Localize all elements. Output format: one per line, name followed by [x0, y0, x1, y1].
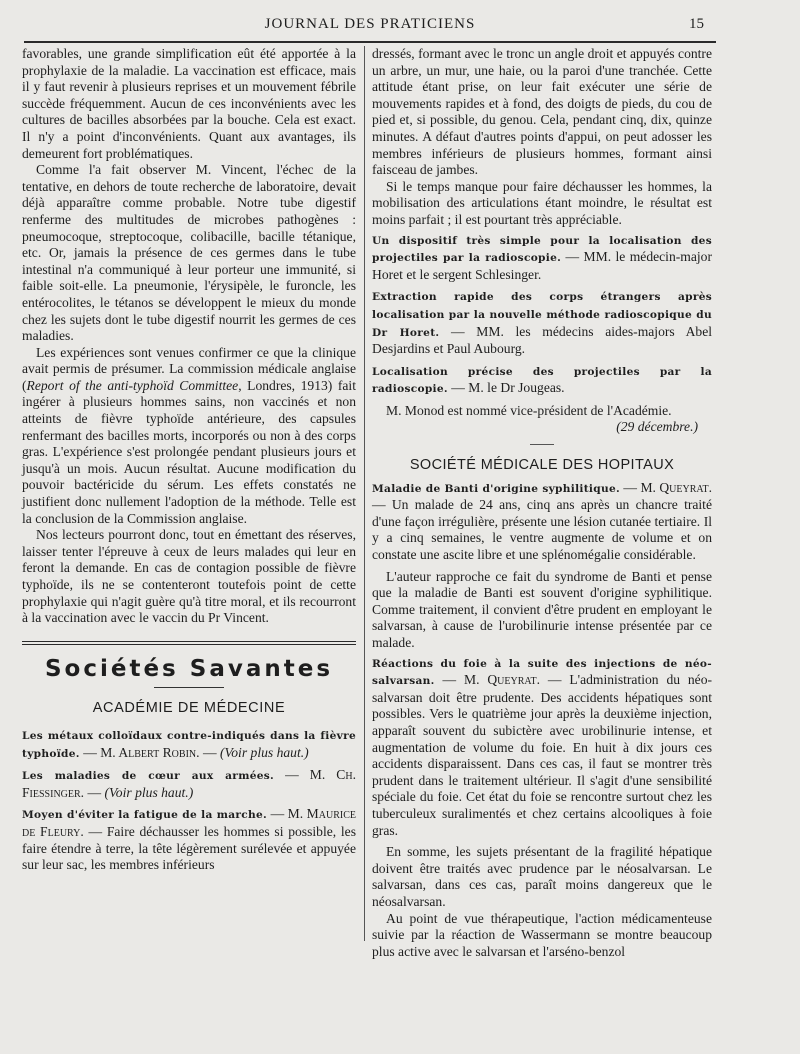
paragraph: favorables, une grande simplification eût été apportée à la prophylaxie de la maladie. La vaccination est efficace, mais il y faut revenir à plusieurs reprises et un mouvement fébrile succède fréquemment. Aucun de ces inconvénients avec les cultures de bacilles absorbées par la bouche. Cela est exact. Il n'y a point d'inconvénients. Quant aux avantages, ils demeurent fort problématiques. — [22, 46, 356, 161]
paragraph: En somme, les sujets présentant de la fragilité hépatique doivent être traités avec prudence par le néosalvarsan. Le salvarsan, dans ces cas, paraît moins dangereux que le néosalvarsan. — [372, 844, 712, 909]
paragraph: Comme l'a fait observer M. Vincent, l'échec de la tentative, en dehors de toute recherche de laboratoire, devait déjà apparaître comme probable. Notre tube digestif renferme des multitudes de microbes pathogènes : pneumocoque, streptocoque, colibacille, bacille tétanique, etc. Or, jamais la présence de ces germes dans le tube intestinal n'a communiqué à leur porteur une immunité, si faible soit-elle. La pneumonie, l'érysipèle, le furoncle, les entérocolites, le tétanos se développent le mieux du monde chez les sujets dont le tube digestif nourrit les germes de ces maladies. — [22, 162, 356, 344]
running-title: JOURNAL DES PRATICIENS — [264, 16, 476, 32]
society-notice — [372, 655, 712, 840]
dash: — — [372, 497, 386, 513]
academy-notice — [22, 767, 356, 801]
paragraph: Nos lecteurs pourront donc, tout en émettant des réserves, laisser tenter l'épreuve à ceux de leurs malades qui leur en feront la demande. En cas de contagion possible de fièvre typhoïde, ils ne se contenteront toutefois point de cette prophylaxie qui n'agit guère qu'à titre moral, et ils recourront à la vaccination avec le vaccin du Pr Vincent. — [22, 527, 356, 626]
report-reference: Report of the anti-typhoïd Committee — [26, 377, 239, 393]
academy-notice — [22, 806, 356, 873]
notice-author: M. Ch. Fiessinger. — [22, 767, 356, 800]
dash: — — [451, 380, 465, 396]
dash: — — [202, 744, 217, 760]
left-column — [22, 46, 356, 879]
notice-text: Faire déchausser les hommes si possible, les faire étendre à terre, la tête légèrement surélevée et appuyée sur leur sac, les membres inférieurs — [22, 823, 356, 873]
dash: — — [285, 767, 299, 783]
notice-title: Localisation précise des projectiles par la radioscopie. — [372, 365, 712, 396]
paragraph: L'auteur rapproche ce fait du syndrome de Banti et pense que la maladie de Banti est souvent d'origine syphilitique. Comme traitement, il convient d'être prudent en employant le salvarsan, à cause de l'urobilinurie intense présentée par ce malade. — [372, 568, 712, 650]
right-column — [372, 46, 712, 960]
academy-notice — [372, 232, 712, 284]
notice-text: MM. les médecins aides-majors Abel Desjardins et Paul Aubourg. — [372, 323, 713, 357]
paragraph — [22, 345, 356, 528]
dash: — — [442, 672, 457, 688]
section-separator — [22, 641, 356, 645]
page-header — [24, 12, 716, 42]
notice-author: M. Queyrat. — [640, 479, 712, 495]
dash: — — [451, 323, 465, 339]
notice-title: Moyen d'éviter la fatigue de la marche. — [22, 809, 268, 822]
academy-notice — [372, 363, 712, 398]
session-date: (29 décembre.) — [616, 419, 698, 435]
text: , Londres, 1913) fait ingérer à plusieurs hommes sains, non vaccinés et non atteints de fièvre typhoïde antérieure, des capsules renfermant des bacilles morts, incorporés ou non à des corps gras. L'expérience s'est prolongée pendant plusieurs jours et jusqu'à un mois. Aucun résultat. Aucune modification du pouvoir bactéricide du sérum. Les effets constatés ne justifient donc nullement l'adoption de la méthode. Telle est la conclusion de la Commission anglaise. — [22, 377, 356, 526]
page-number: 15 — [689, 16, 704, 32]
notice-text: M. le Dr Jougeas. — [468, 380, 565, 396]
notice-reference: (Voir plus haut.) — [104, 784, 194, 800]
academy-notice — [372, 288, 712, 357]
dash: — — [87, 784, 102, 800]
paragraph: M. Monod est nommé vice-président de l'Académie. — [386, 402, 672, 418]
notice-title: Les maladies de cœur aux armées. — [22, 770, 275, 783]
notice-author: M. Queyrat. — [464, 672, 540, 688]
notice-text: MM. le médecin-major Horet et le sergent Schlesinger. — [372, 249, 712, 282]
header-rule — [24, 41, 716, 43]
dash: — — [547, 672, 562, 688]
paragraph: Au point de vue thérapeutique, l'action médicamenteuse suivie par la réaction de Wassermann se montre beaucoup plus active avec le salvarsan et l'arséno-benzol — [372, 910, 712, 959]
notice-title: Réactions du foie à la suite des injections de néo-salvarsan. — [372, 657, 712, 688]
paragraph: dressés, formant avec le tronc un angle droit et appuyés contre un arbre, un mur, une haie, ou la paroi d'une tranchée. Cette attitude étant prise, on leur fait exécuter une série de mouvements rapides et à fond, des doigts de pieds, du cou de pied et, si possible, du genou. Cela, pendant cinq, dix, quinze minutes. A défaut d'autres points d'appui, on peut adosser les membres inférieurs de plusieurs hommes, formant ainsi faisceau de jambes. — [372, 46, 712, 178]
title-underline — [154, 687, 224, 688]
paragraph: Si le temps manque pour faire déchausser les hommes, la mobilisation des articulations étant moindre, le résultat est moins parfait ; il est pourtant très appréciable. — [372, 178, 712, 227]
academy-heading: ACADÉMIE DE MÉDECINE — [92, 700, 286, 717]
notice-reference: (Voir plus haut.) — [219, 744, 309, 760]
dash: — — [270, 806, 285, 822]
society-notice — [372, 480, 712, 564]
notice-title: Maladie de Banti d'origine syphilitique. — [372, 482, 620, 495]
short-divider — [530, 444, 554, 445]
notice-title: Extraction rapide des corps étrangers après localisation par la nouvelle méthode radioscopique du Dr Horet. — [372, 291, 712, 339]
dash: — — [623, 479, 638, 495]
text: Les expériences sont venues confirmer ce que la clinique avait permis de présumer. La commission médicale anglaise ( — [22, 344, 356, 393]
notice-author: M. Maurice de Fleury. — [22, 806, 356, 839]
hopitaux-heading: SOCIÉTÉ MÉDICALE DES HOPITAUX — [409, 457, 675, 474]
notice-author: M. Albert Robin. — [100, 744, 200, 760]
notice-text: L'administration du néo-salvarsan doit être prudente. Des accidents hépatiques sont possibles. Vers le quatrième jour après la deuxième injection, apparaît souvent du subictère avec urobilinurie intense, et augmentation de volume du foie. En huit à dix jours ces accidents disparaissent. Dans ces cas, il faut se montrer très prudent dans le traitement ultérieur. Il s'agit d'une sensibilité spéciale du foie. Cet état du foie se rencontre surtout chez les tuberculeux suralimentés et chez certains alcooliques à foie gras. — [372, 672, 713, 838]
section-title: Sociétés Savantes — [44, 655, 334, 682]
dash: — — [88, 823, 103, 839]
academy-notice — [22, 727, 356, 762]
dash: — — [565, 249, 580, 265]
dash: — — [83, 744, 97, 760]
notice-title: Un dispositif très simple pour la localisation des projectiles par la radioscopie. — [372, 234, 712, 265]
notice-text: Un malade de 24 ans, cinq ans après un chancre traité d'une façon irrégulière, présente une lésion cutanée tertiaire. Il y a cinq semaines, le ventre augmente de volume et on constate une ascite libre et une splénomégalie considérable. — [372, 497, 712, 563]
column-divider — [364, 46, 365, 941]
notice-title: Les métaux colloïdaux contre-indiqués dans la fièvre typhoïde. — [22, 729, 356, 760]
